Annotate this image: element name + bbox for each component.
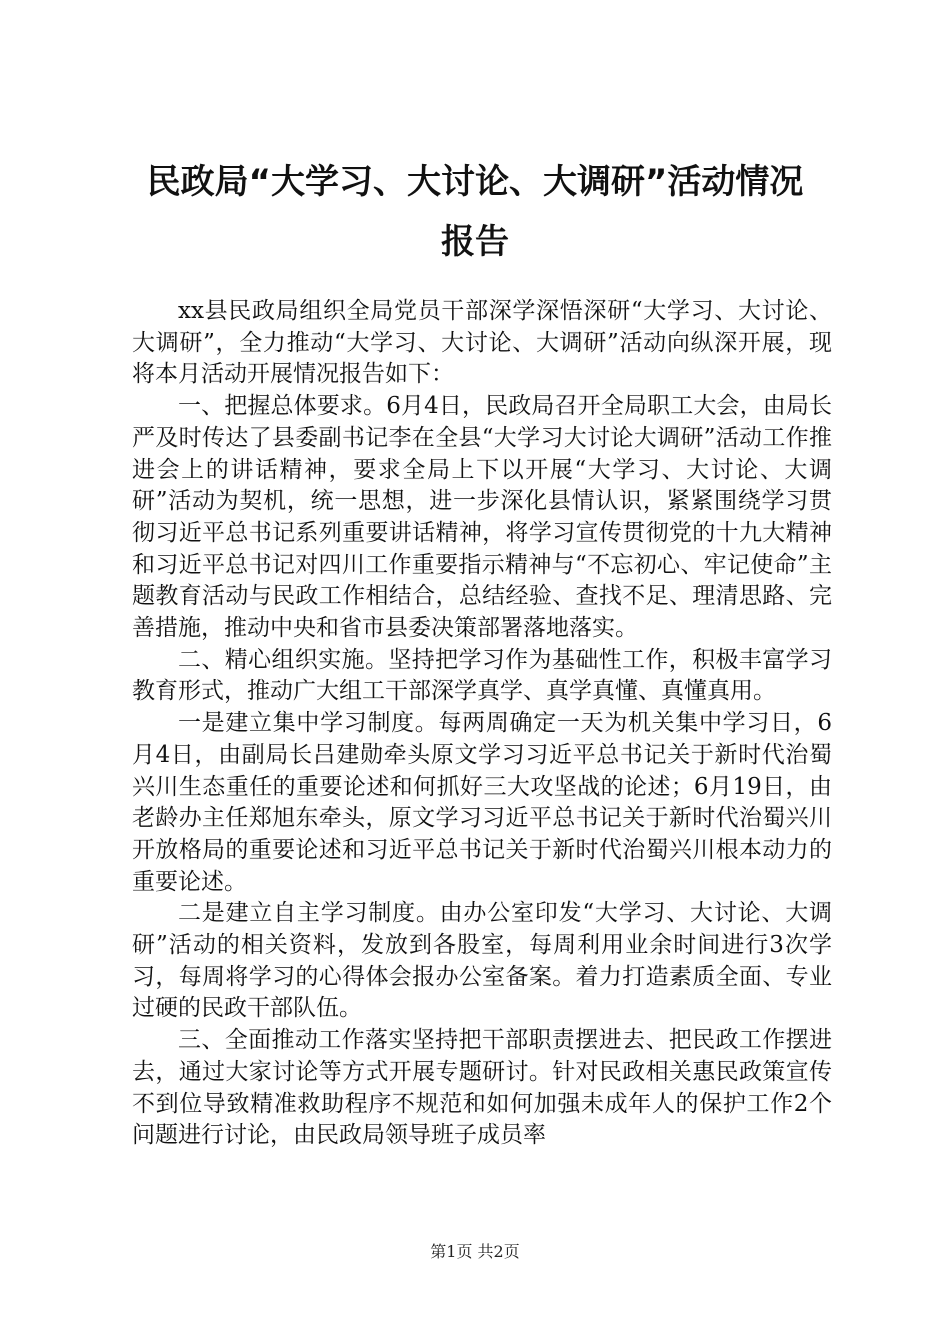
paragraph-section-2-item-2: 二是建立自主学习制度。由办公室印发“大学习、大讨论、大调研”活动的相关资料，发放到各股室，每周利用业余时间进行3次学习，每周将学习的心得体会报办公室备案。着力打造素质全面、专业过硬的民政干部队伍。 [132, 900, 832, 1022]
paragraph-section-3: 三、全面推动工作落实坚持把干部职责摆进去、把民政工作摆进去，通过大家讨论等方式开展专题研讨。针对民政相关惠民政策宣传不到位导致精准救助程序不规范和如何加强未成年人的保护工作2个问题进行讨论，由民政局领导班子成员率 [132, 1027, 832, 1149]
document-title-line-1: 民政局“大学习、大讨论、大调研”活动情况 [146, 162, 804, 202]
paragraph-intro: xx县民政局组织全局党员干部深学深悟深研“大学习、大讨论、大调研”，全力推动“大学习、大讨论、大调研”活动向纵深开展，现将本月活动开展情况报告如下： [132, 298, 832, 388]
paragraph-section-2-item-1: 一是建立集中学习制度。每两周确定一天为机关集中学习日，6月4日，由副局长吕建勋牵头原文学习习近平总书记关于新时代治蜀兴川生态重任的重要论述和何抓好三大攻坚战的论述；6月19日，由老龄办主任郑旭东牵头，原文学习习近平总书记关于新时代治蜀兴川开放格局的重要论述和习近平总书记关于新时代治蜀兴川根本动力的重要论述。 [132, 710, 832, 895]
page-footer: 第1页 共2页 [430, 1242, 520, 1261]
document-title-line-2: 报告 [441, 222, 509, 262]
paragraph-section-2: 二、精心组织实施。坚持把学习作为基础性工作，积极丰富学习教育形式，推动广大组工干部深学真学、真学真懂、真懂真用。 [132, 646, 832, 705]
document-body [132, 296, 832, 1152]
paragraph-section-1: 一、把握总体要求。6月4日，民政局召开全局职工大会，由局长严及时传达了县委副书记李在全县“大学习大讨论大调研”活动工作推进会上的讲话精神，要求全局上下以开展“大学习、大讨论、大调研”活动为契机，统一思想，进一步深化县情认识，紧紧围绕学习贯彻习近平总书记系列重要讲话精神，将学习宣传贯彻党的十九大精神和习近平总书记对四川工作重要指示精神与“不忘初心、牢记使命”主题教育活动与民政工作相结合，总结经验、查找不足、理清思路、完善措施，推动中央和省市县委决策部署落地落实。 [132, 393, 832, 642]
